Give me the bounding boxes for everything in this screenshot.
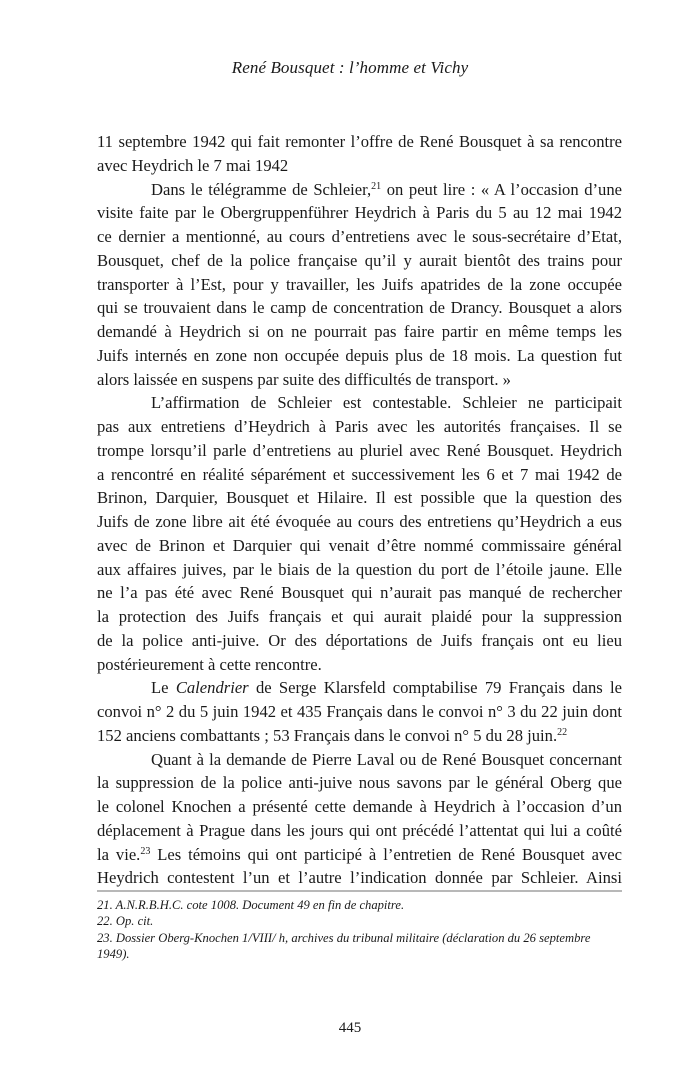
text-line: ce dernier a mentionné, au cours d’entretiens avec le sous-secrétaire d’Etat, [97,227,622,246]
text-line: ne l’a pas été avec René Bousquet qui n’aurait pas manqué de rechercher [97,583,622,603]
text-line: 152 anciens combattants ; 53 Français dans le convoi n° 5 du 28 juin.$^{22}$ [97,725,568,745]
text-line: trompe lorsqu’il parle d’entretiens au pluriel avec René Bousquet. Heydrich [97,440,622,460]
text-line: convoi n° 2 du 5 juin 1942 et 435 Français dans le convoi n° 3 du 22 juin dont [97,702,622,721]
text-line: demandé à Heydrich si on ne pourrait pas faire partir en même temps les [97,322,622,341]
footnote-ref-21[interactable]: 21 [371,180,382,192]
text-line: avec de Brinon et Darquier qui venait d’être nommé commissaire général [97,535,622,555]
text-line: déplacement à Prague dans les jours qui ont précédé l’attentat qui lui a coûté [97,820,622,840]
text-line: la suppression de la police anti-juive nous savons par le général Oberg que [97,773,622,793]
footnote-21: 21. A.N.R.B.H.C. cote 1008. Document 49 en fin de chapitre. [97,898,405,912]
text-line: Brinon, Darquier, Bousquet et Hilaire. Il est possible que la question des [97,488,622,508]
footnote-ref-22[interactable]: 22 [557,726,568,738]
footnotes [97,897,622,962]
text-line: pas aux entretiens d’Heydrich à Paris avec les autorités françaises. Il se [97,417,622,436]
footnote-ref-23[interactable]: 23 [140,845,151,857]
text-line: transporter à l’Est, pour y travailler, les Juifs apatrides de la zone occupée [97,274,622,294]
text-line: a rencontré en réalité séparément et successivement les 6 et 7 mai 1942 de [97,464,622,484]
text-line: Juifs de zone libre ait été évoquée au cours des entretiens qu’Heydrich a eus [97,512,622,531]
page-number: 445 [338,1020,362,1036]
text-line: Heydrich contestent l’un et l’autre l’indication donnée par Schleier. Ainsi [97,868,622,888]
running-head: René Bousquet : l’homme et Vichy [231,58,469,77]
text-line: 11 septembre 1942 qui fait remonter l’offre de René Bousquet à sa rencontre [97,132,622,151]
text-line: Juifs internés en zone non occupée depuis plus de 18 mois. La question fut [97,345,622,365]
text-line: postérieurement à cette rencontre. [97,654,322,674]
text-line: Quant à la demande de Pierre Laval ou de René Bousquet concernant [151,749,622,769]
footnote-22: 22. Op. cit. [97,914,154,929]
footnote-divider [97,890,622,892]
text-line: visite faite par le Obergruppenführer Heydrich à Paris du 5 au 12 mai 1942 [97,203,622,223]
text-line: la protection des Juifs français et qui aurait plaidé pour la suppression [97,607,622,626]
text-line: alors laissée en suspens par suite des difficultés de transport. » [97,369,511,389]
book-title: Calendrier [175,678,249,698]
text-line: Dans le télégramme de Schleier,$^{21}$ on peut lire : « A l’occasion d’une [151,179,622,199]
footnote-23-continued: 1949). [97,946,130,961]
text-line: qui se trouvaient dans le camp de concentration de Drancy. Bousquet a alors [97,298,622,318]
text-line: de la police anti-juive. Or des déportations de Juifs français ont eu lieu [97,630,622,650]
text-line: avec Heydrich le 7 mai 1942 [97,155,289,175]
text-line: Le Calendrier de Serge Klarsfeld comptabilise 79 Français dans le [151,678,622,698]
footnote-23: 23. Dossier Oberg-Knochen 1/VIII/ h, archives du tribunal militaire (déclaration du 26 septembre [97,930,591,945]
text-line: le colonel Knochen a présenté cette demande à Heydrich à l’occasion d’un [97,797,622,816]
text-line: Bousquet, chef de la police française qu’il y aurait bientôt des trains pour [97,250,622,270]
text-line: L’affirmation de Schleier est contestable. Schleier ne participait [151,393,622,413]
body-text [97,130,622,890]
text-line: la vie.$^{23}$ Les témoins qui ont participé à l’entretien de René Bousquet avec [97,844,622,864]
text-line: aux affaires juives, par le biais de la question du port de l’étoile jaune. Elle [97,559,622,579]
